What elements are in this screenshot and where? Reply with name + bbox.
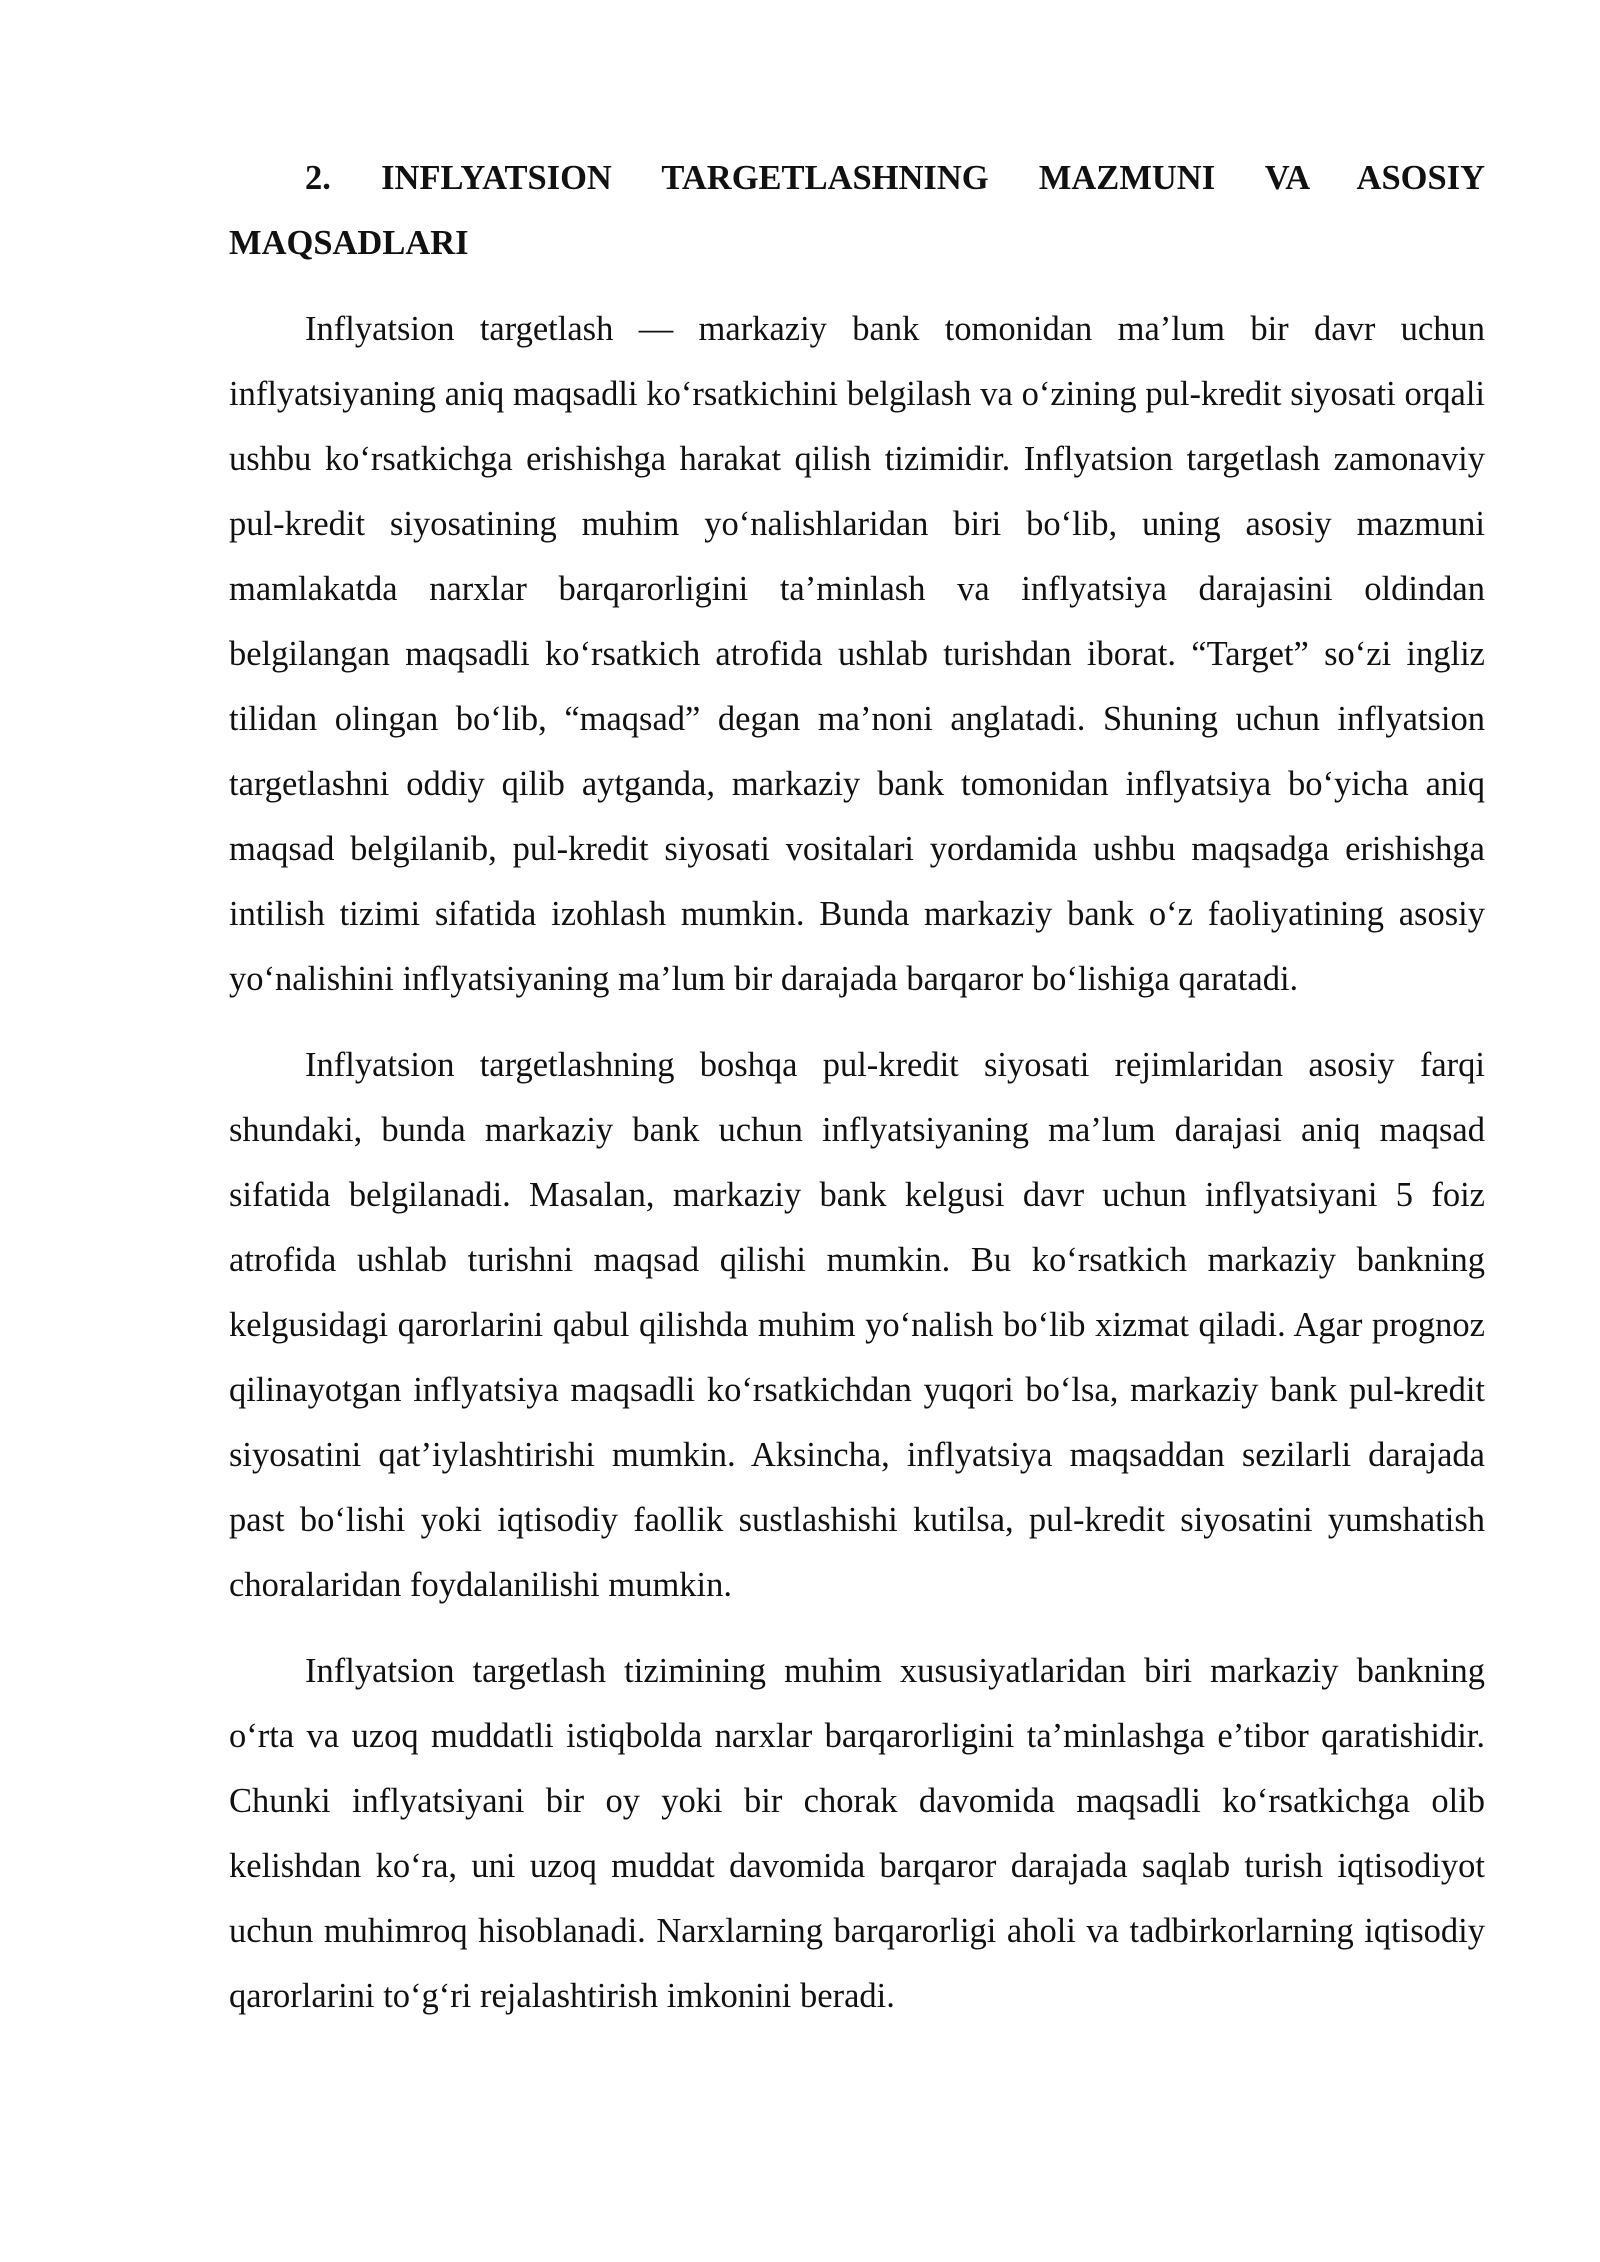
document-body <box>229 146 1485 2029</box>
paragraph-2: Inflyatsion targetlashning boshqa pul-kredit siyosati rejimlaridan asosiy farqi shundaki, bunda markaziy bank uchun inflyatsiyaning ma’lum darajasi aniq maqsad sifatida belgilanadi. Masalan, markaziy bank kelgusi davr uchun inflyatsiyani 5 foiz atrofida ushlab turishni maqsad qilishi mumkin. Bu ko‘rsatkich markaziy bankning kelgusidagi qarorlarini qabul qilishda muhim yo‘nalish bo‘lib xizmat qiladi. Agar prognoz qilinayotgan inflyatsiya maqsadli ko‘rsatkichdan yuqori bo‘lsa, markaziy bank pul-kredit siyosatini qat’iylashtirishi mumkin. Aksincha, inflyatsiya maqsaddan sezilarli darajada past bo‘lishi yoki iqtisodiy faollik sustlashishi kutilsa, pul-kredit siyosatini yumshatish choralaridan foydalanilishi mumkin. <box>229 1046 1485 1604</box>
section-heading: 2. INFLYATSION TARGETLASHNING MAZMUNI VA ASOSIY MAQSADLARI <box>229 159 1485 262</box>
paragraph-1: Inflyatsion targetlash — markaziy bank tomonidan ma’lum bir davr uchun inflyatsiyaning aniq maqsadli ko‘rsatkichini belgilash va o‘zining pul-kredit siyosati orqali ushbu ko‘rsatkichga erishishga harakat qilish tizimidir. Inflyatsion targetlash zamonaviy pul-kredit siyosatining muhim yo‘nalishlaridan biri bo‘lib, uning asosiy mazmuni mamlakatda narxlar barqarorligini ta’minlash va inflyatsiya darajasini oldindan belgilangan maqsadli ko‘rsatkich atrofida ushlab turishdan iborat. “Target” so‘zi ingliz tilidan olingan bo‘lib, “maqsad” degan ma’noni anglatadi. Shuning uchun inflyatsion targetlashni oddiy qilib aytganda, markaziy bank tomonidan inflyatsiya bo‘yicha aniq maqsad belgilanib, pul-kredit siyosati vositalari yordamida ushbu maqsadga erishishga intilish tizimi sifatida izohlash mumkin. Bunda markaziy bank o‘z faoliyatining asosiy yo‘nalishini inflyatsiyaning ma’lum bir darajada barqaror bo‘lishiga qaratadi. <box>229 310 1485 998</box>
paragraph-3: Inflyatsion targetlash tizimining muhim xususiyatlaridan biri markaziy bankning o‘rta va uzoq muddatli istiqbolda narxlar barqarorligini ta’minlashga e’tibor qaratishidir. Chunki inflyatsiyani bir oy yoki bir chorak davomida maqsadli ko‘rsatkichga olib kelishdan ko‘ra, uni uzoq muddat davomida barqaror darajada saqlab turish iqtisodiyot uchun muhimroq hisoblanadi. Narxlarning barqarorligi aholi va tadbirkorlarning iqtisodiy qarorlarini to‘g‘ri rejalashtirish imkonini beradi. <box>229 1652 1485 2015</box>
